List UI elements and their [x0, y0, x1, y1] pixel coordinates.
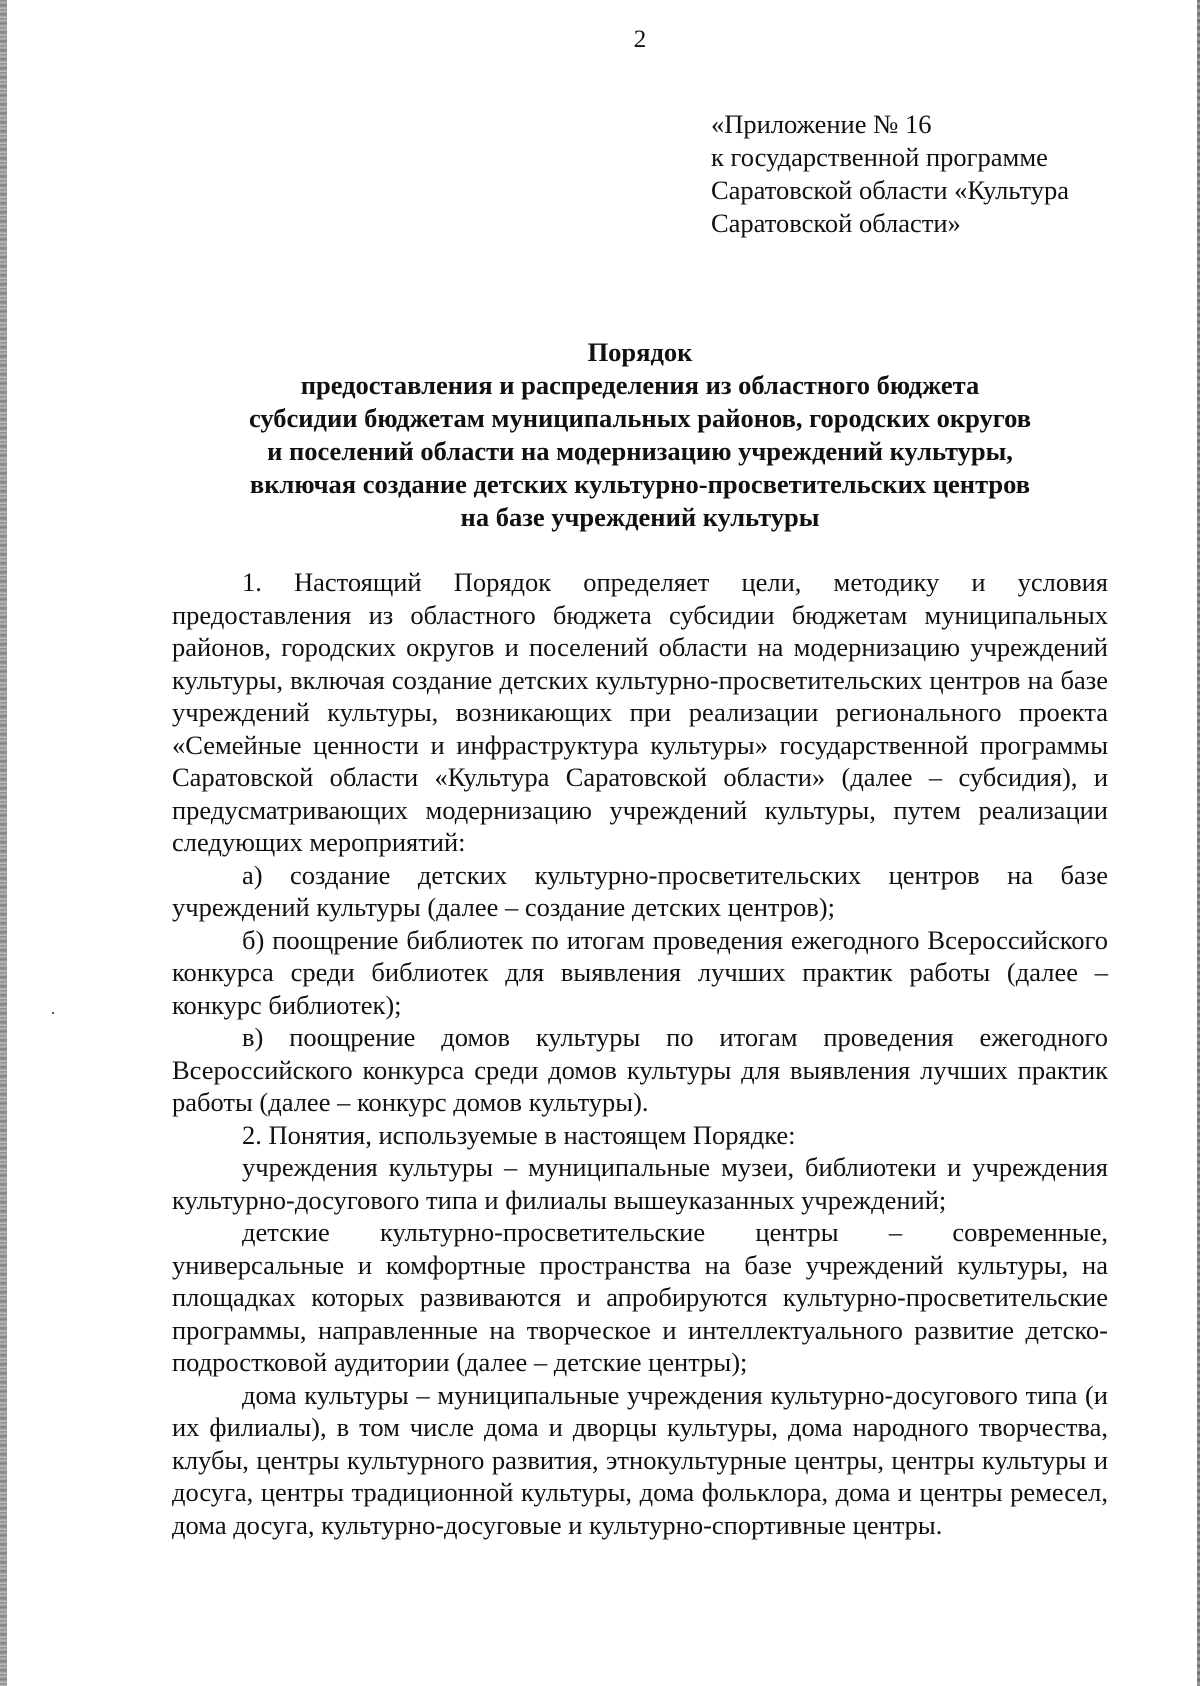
title-line: предоставления и распределения из областного бюджета	[300, 370, 980, 400]
appendix-line: к государственной программе	[711, 142, 1048, 172]
definition-children-centers: детские культурно-просветительские центры – современные, универсальные и комфортные пространства на базе учреждений культуры, на площадках которых развиваются и апробируются культурно-просветительские программы, направленные на творческое и интеллектуального развитие детско-подростковой аудитории (далее – детские центры);	[172, 1217, 1108, 1377]
scan-speck	[52, 1012, 54, 1014]
definition-houses-of-culture: дома культуры – муниципальные учреждения культурно-досугового типа (и их филиалы), в том числе дома и дворцы культуры, дома народного творчества, клубы, центры культурного развития, этнокультурные центры, центры культуры и досуга, центры традиционной культуры, дома фольклора, дома и центры ремесел, дома досуга, культурно-досуговые и культурно-спортивные центры.	[172, 1379, 1108, 1540]
paragraph-item-a: а) создание детских культурно-просветительских центров на базе учреждений культуры (далее – создание детских центров);	[172, 859, 1108, 922]
paragraph-item-v: в) поощрение домов культуры по итогам проведения ежегодного Всероссийского конкурса среди домов культуры для выявления лучших практик работы (далее – конкурс домов культуры).	[172, 1022, 1108, 1117]
page-number: 2	[633, 26, 647, 53]
appendix-line: Саратовской области «Культура	[711, 175, 1069, 205]
title-line: субсидии бюджетам муниципальных районов, городских округов	[248, 403, 1032, 433]
title-line: и поселений области на модернизацию учреждений культуры,	[267, 436, 1013, 466]
paragraph-2: 2. Понятия, используемые в настоящем Порядке:	[242, 1119, 796, 1150]
appendix-line: «Приложение № 16	[711, 109, 932, 139]
paragraph-item-b: б) поощрение библиотек по итогам проведения ежегодного Всероссийского конкурса среди библиотек для выявления лучших практик работы (далее – конкурс библиотек);	[172, 924, 1108, 1020]
document-title	[172, 336, 1108, 534]
title-line: включая создание детских культурно-просветительских центров	[249, 469, 1031, 499]
definition-cultural-institutions: учреждения культуры – муниципальные музеи, библиотеки и учреждения культурно-досугового типа и филиалы вышеуказанных учреждений;	[172, 1152, 1108, 1215]
scan-edge-left	[0, 0, 7, 1686]
appendix-line: Саратовской области»	[711, 208, 961, 238]
document-body	[172, 566, 1108, 1541]
paragraph-1: 1. Настоящий Порядок определяет цели, методику и условия предоставления из областного бюджета субсидии бюджетам муниципальных районов, городских округов и поселений области на модернизацию учреждений культуры, включая создание детских культурно-просветительских центров на базе учреждений культуры, возникающих при реализации регионального проекта «Семейные ценности и инфраструктура культуры» государственной программы Саратовской области «Культура Саратовской области» (далее – субсидия), и предусматривающих модернизацию учреждений культуры, путем реализации следующих мероприятий:	[172, 567, 1108, 857]
title-line: Порядок	[587, 337, 693, 367]
title-line: на базе учреждений культуры	[460, 502, 820, 532]
appendix-note	[711, 108, 1069, 240]
